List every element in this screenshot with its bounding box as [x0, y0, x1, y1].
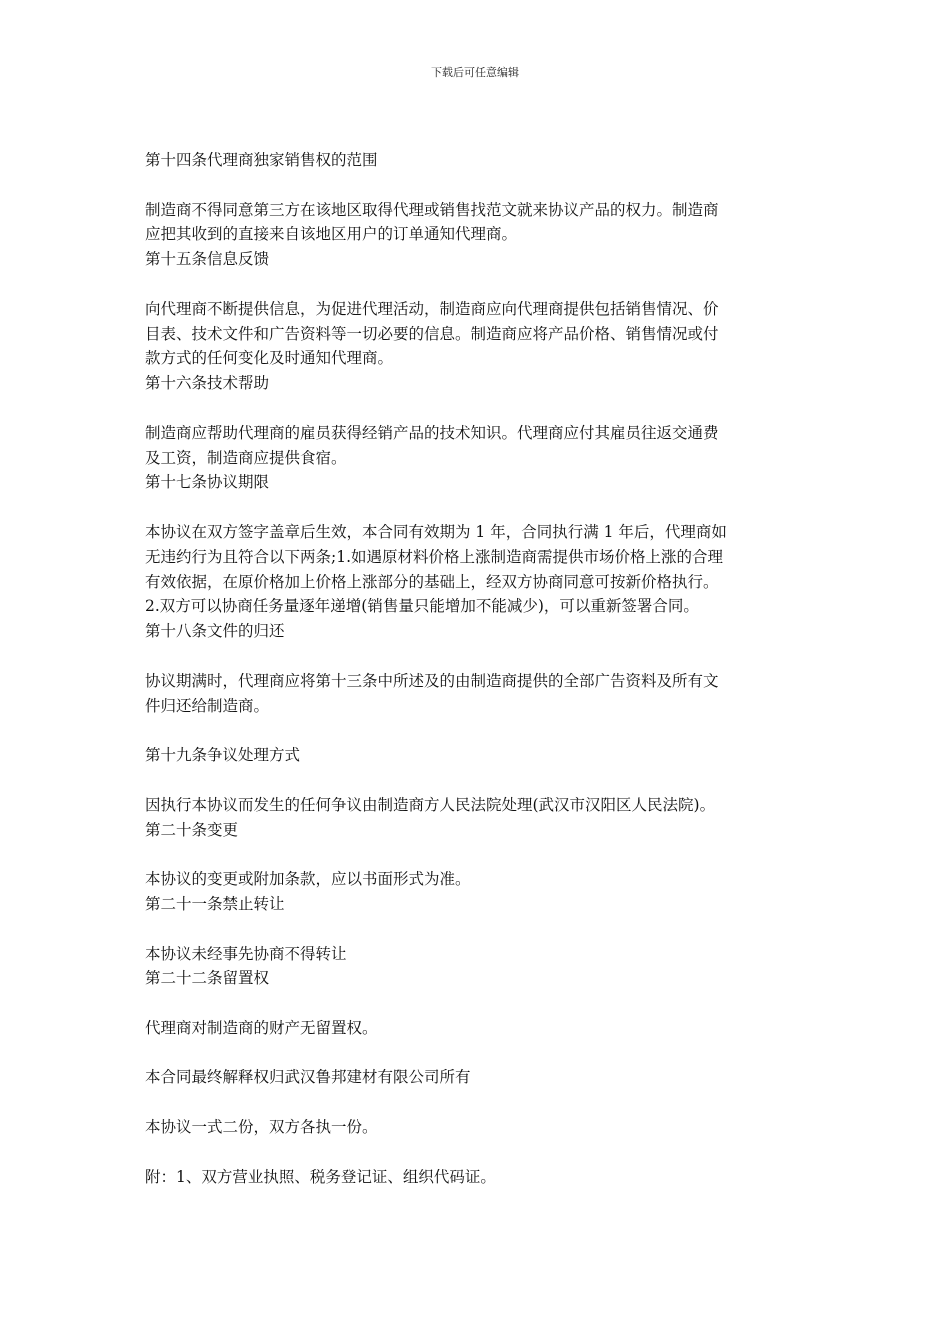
spacer — [145, 991, 815, 1016]
article-20-title: 第二十条变更 — [145, 820, 239, 839]
article-15-title: 第十五条信息反馈 — [145, 250, 270, 269]
article-17-text-line: 有效依据，在原价格加上价格上涨部分的基础上，经双方协商同意可按新价格执行。 — [145, 572, 719, 591]
article-17-title: 第十七条协议期限 — [145, 473, 270, 492]
article-19-title: 第十九条争议处理方式 — [145, 746, 301, 765]
article-17-text-line: 无违约行为且符合以下两条;1.如遇原材料价格上涨制造商需提供市场价格上涨的合理 — [145, 547, 724, 566]
article-18-text-line: 协议期满时，代理商应将第十三条中所述及的由制造商提供的全部广告资料及所有文 — [145, 671, 719, 690]
article-22-title: 第二十二条留置权 — [145, 969, 270, 988]
spacer — [145, 1140, 815, 1165]
spacer — [145, 1041, 815, 1066]
closing-statement: 本合同最终解释权归武汉鲁邦建材有限公司所有 — [145, 1068, 471, 1087]
copies-statement: 本协议一式二份，双方各执一份。 — [145, 1118, 378, 1137]
spacer — [145, 842, 815, 867]
article-21-title: 第二十一条禁止转让 — [145, 894, 285, 913]
article-22-text-line: 代理商对制造商的财产无留置权。 — [145, 1018, 378, 1037]
article-17-text-line: 本协议在双方签字盖章后生效，本合同有效期为 1 年，合同执行满 1 年后，代理商如 — [145, 522, 727, 541]
article-16-title: 第十六条技术帮助 — [145, 374, 270, 393]
article-21-text-line: 本协议未经事先协商不得转让 — [145, 944, 347, 963]
spacer — [145, 495, 815, 520]
document-body — [145, 148, 815, 1189]
article-18-title: 第十八条文件的归还 — [145, 622, 285, 641]
article-14-title: 第十四条代理商独家销售权的范围 — [145, 151, 378, 169]
spacer — [145, 768, 815, 793]
article-20-text-line: 本协议的变更或附加条款，应以书面形式为准。 — [145, 870, 471, 889]
article-16-text-line: 制造商应帮助代理商的雇员获得经销产品的技术知识。代理商应付其雇员往返交通费 — [145, 423, 719, 442]
spacer — [145, 718, 815, 743]
attachment-note: 附：1、双方营业执照、税务登记证、组织代码证。 — [145, 1167, 496, 1186]
spacer — [145, 396, 815, 421]
spacer — [145, 1090, 815, 1115]
article-18-text-line: 件归还给制造商。 — [145, 696, 270, 715]
article-14-text-line: 制造商不得同意第三方在该地区取得代理或销售找范文就来协议产品的权力。制造商 — [145, 200, 719, 219]
article-16-text-line: 及工资，制造商应提供食宿。 — [145, 448, 347, 467]
spacer — [145, 272, 815, 297]
article-15-text-line: 向代理商不断提供信息，为促进代理活动，制造商应向代理商提供包括销售情况、价 — [145, 299, 719, 318]
article-15-text-line: 目表、技术文件和广告资料等一切必要的信息。制造商应将产品价格、销售情况或付 — [145, 324, 719, 343]
article-19-text-line: 因执行本协议而发生的任何争议由制造商方人民法院处理(武汉市汉阳区人民法院)。 — [145, 795, 716, 814]
spacer — [145, 917, 815, 942]
header-note: 下载后可任意编辑 — [431, 66, 519, 79]
spacer — [145, 173, 815, 198]
article-14-text-line: 应把其收到的直接来自该地区用户的订单通知代理商。 — [145, 225, 518, 244]
article-17-text-line: 2.双方可以协商任务量逐年递增(销售量只能增加不能减少)，可以重新签署合同。 — [145, 597, 699, 616]
article-15-text-line: 款方式的任何变化及时通知代理商。 — [145, 349, 394, 368]
spacer — [145, 644, 815, 669]
